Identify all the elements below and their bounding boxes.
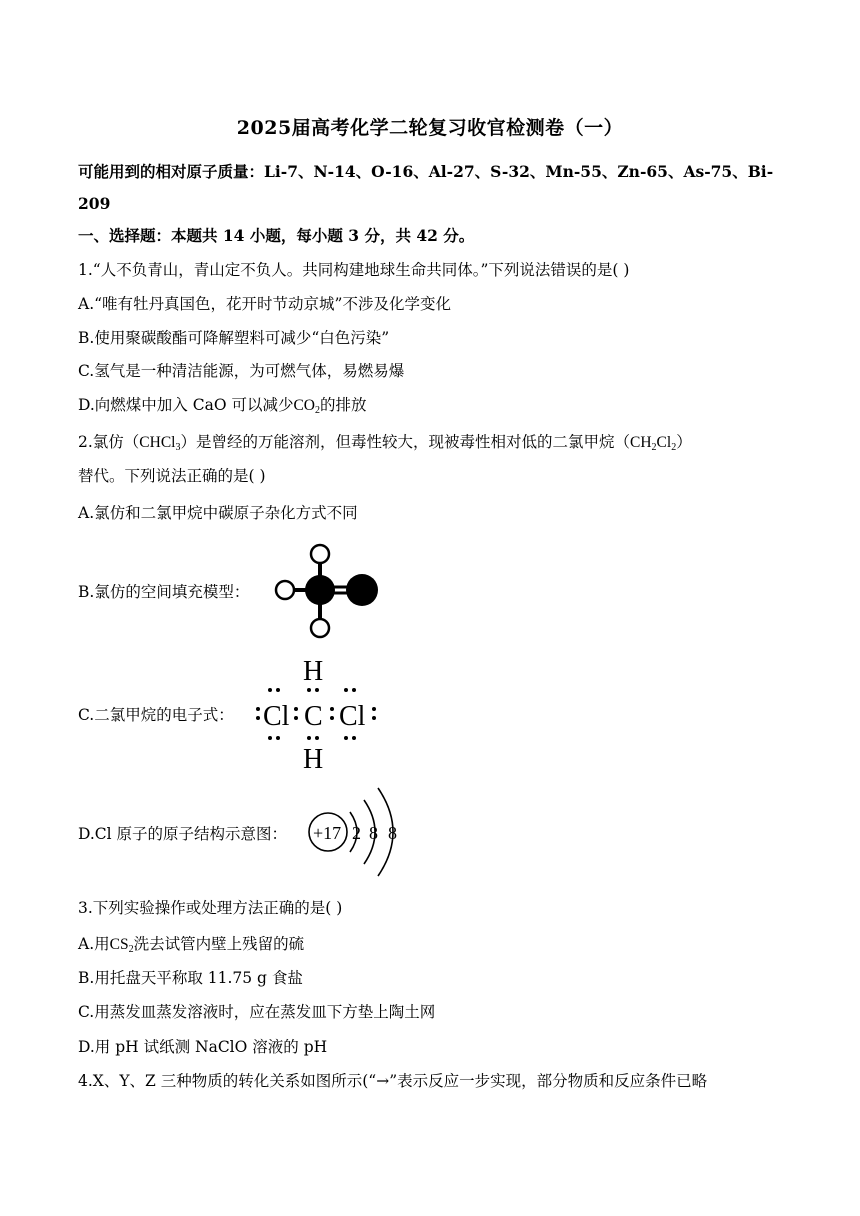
q2-stem: 2.氯仿（CHCl$_3$）是曾经的万能溶剂，但毒性较大，现被毒性相对低的二氯甲烷$(CH_2Cl_2)$ <box>78 433 692 453</box>
q1-option-a: A.“唯有牡丹真国色，花开时节动京城”不涉及化学变化 <box>78 295 451 313</box>
shell-1-electrons: 2 <box>352 823 361 843</box>
q1-d-text-end: 的排放 <box>320 396 367 414</box>
nucleus-charge: +17 <box>313 823 342 843</box>
q2-option-b: B.氯仿的空间填充模型： <box>78 583 250 601</box>
q1-option-d <box>78 395 367 416</box>
dichloromethane-electron-formula <box>248 652 388 774</box>
atomic-mass-line-1: 可能用到的相对原子质量：Li-7、N-14、O-16、Al-27、S-32、Mn-55、Zn-65、As-75、Bi- <box>78 162 774 181</box>
lewis-c: C <box>304 701 323 732</box>
q2-option-a: A.氯仿和二氯甲烷中碳原子杂化方式不同 <box>78 504 358 522</box>
cs2-formula: $CS_2$ <box>109 936 134 955</box>
q1-d-text: D.向燃煤中加入 CaO 可以减少 <box>78 396 294 414</box>
q4-stem: 4.X、Y、Z 三种物质的转化关系如图所示(“→”表示反应一步实现，部分物质和反应条件已略 <box>78 1072 708 1090</box>
section-heading: 一、选择题：本题共 14 小题，每小题 3 分，共 42 分。 <box>78 226 475 245</box>
q2-stem-line-2: 替代。下列说法正确的是( ) <box>78 467 266 485</box>
q3-option-a: A.用$CS_2$洗去试管内壁上残留的硫 <box>78 935 305 955</box>
q3-option-c: C.用蒸发皿蒸发溶液时，应在蒸发皿下方垫上陶土网 <box>78 1003 436 1021</box>
q3-stem: 3.下列实验操作或处理方法正确的是( ) <box>78 899 343 917</box>
q3-option-b: B.用托盘天平称取 11.75 g 食盐 <box>78 969 303 987</box>
exam-title: 2025届高考化学二轮复习收官检测卷（一） <box>236 117 624 139</box>
chcl3-formula: CHCl$_3$ <box>139 434 181 453</box>
lewis-cl-right: Cl <box>339 701 366 732</box>
chloroform-space-filling-model <box>268 540 383 640</box>
ch2cl2-formula: $CH_2Cl_2$ <box>630 434 677 453</box>
q1-option-c: C.氢气是一种清洁能源，为可燃气体，易燃易爆 <box>78 362 405 380</box>
q3-option-d: D.用 pH 试纸测 NaClO 溶液的 pH <box>78 1038 328 1056</box>
lewis-h-bottom: H <box>303 744 324 774</box>
q2-option-d: D.Cl 原子的原子结构示意图： <box>78 825 288 843</box>
shell-3-electrons: 8 <box>388 823 397 843</box>
lewis-h-top: H <box>303 656 324 687</box>
co2-formula: $CO_2$ <box>293 397 321 416</box>
lewis-cl-left: Cl <box>263 701 290 732</box>
q1-stem: 1.“人不负青山，青山定不负人。共同构建地球生命共同体。”下列说法错误的是( ) <box>78 261 630 279</box>
q2-option-c: C.二氯甲烷的电子式： <box>78 706 234 724</box>
shell-2-electrons: 8 <box>369 823 378 843</box>
q1-option-b: B.使用聚碳酸酯可降解塑料可减少“白色污染” <box>78 329 390 347</box>
chlorine-atomic-structure-diagram <box>302 778 412 890</box>
atomic-mass-line-2: 209 <box>78 194 111 213</box>
